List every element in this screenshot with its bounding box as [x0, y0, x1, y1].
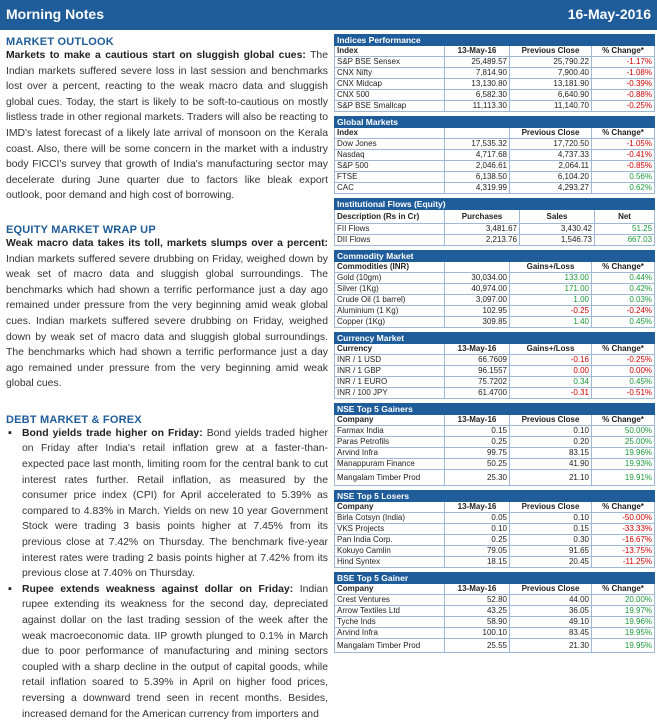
column-header: % Change*: [592, 502, 655, 513]
table-cell: 6,138.50: [445, 172, 510, 183]
table-cell: -0.85%: [592, 161, 655, 172]
table-row: [335, 377, 655, 388]
table-cell: Manappuram Finance: [335, 459, 445, 470]
table-cell: 0.45%: [592, 317, 655, 328]
bond-yields-body: Bond yields traded higher on Friday after India's retail inflation grew at a faster-than-expected pace last month, limiting room for the central bank to cut interest rates further. Retail inflation, as measured by the consumer price index (CPI) for April accelerated to 5.39% as compared to 4.83% in March. Yields on new 10 year Government Stock were trading 3 basis points higher at 7.45% from its previous close at 7.42% on Thursday. The benchmark five-year interest rates were trading 2 basis points higher at 7.42% from its previous close at 7.40% on Thursday.: [22, 427, 328, 580]
table-row: [335, 172, 655, 183]
column-header: Company: [335, 502, 445, 513]
table-cell: 30,034.00: [445, 273, 510, 284]
column-header: Previous Close: [510, 584, 592, 595]
table-cell: -0.25: [510, 306, 592, 317]
table-cell: 0.15: [510, 524, 592, 535]
table-row: [335, 628, 655, 639]
table-row: [335, 606, 655, 617]
equity-wrap-body: Indian markets suffered severe drubbing on Friday, weighed down by weak set of macro data and sluggish global surroundings. The benchmarks which had shown a terrific performance just a day ago remained under pressure from the very beginning amid weak global cues. Indian markets suffered severe drubbing on Friday, weighed down by weak set of macro data and sluggish global surroundings. The benchmarks which had shown a terrific performance just a day ago remained under pressure from the very beginning amid weak global cues.: [6, 253, 328, 390]
column-header: % Change*: [592, 344, 655, 355]
table-cell: 40,974.00: [445, 284, 510, 295]
table-cell: 171.00: [510, 284, 592, 295]
table-cell: 21.30: [510, 639, 592, 653]
table-cell: 19.93%: [592, 459, 655, 470]
table-cell: Crude Oil (1 barrel): [335, 295, 445, 306]
table-cell: 13,181.90: [510, 79, 592, 90]
table-cell: 6,582.30: [445, 90, 510, 101]
column-header: Description (Rs in Cr): [335, 210, 445, 224]
table-cell: Arrow Textiles Ltd: [335, 606, 445, 617]
table-cell: 0.42%: [592, 284, 655, 295]
table-cell: 83.45: [510, 628, 592, 639]
table-cell: DII Flows: [335, 235, 445, 246]
column-header: 13-May-16: [445, 415, 510, 426]
table-cell: 41.90: [510, 459, 592, 470]
table-cell: -0.41%: [592, 150, 655, 161]
market-outlook-body: The Indian markets suffered severe loss in last session and benchmarks lost over a percent, reacting to the weak macro data and sluggish global cues. Today, the start is likely to be soft-to-cautious on mostly listless trade in other regional markets. Traders will also be reacting to IMD's latest forecast of a likely late arrival of monsoon on the Kerala coast. Also, there will be some concern in the market with a industry body FICCI's survey that growth of India's manufacturing sector may decelerate during June quarter due to factors like bleak export outlook, poor demand and high cost of borrowing.: [6, 50, 328, 202]
table-cell: 7,900.40: [510, 68, 592, 79]
table-cell: 25.30: [445, 470, 510, 486]
table-cell: 4,293.27: [510, 183, 592, 194]
table-row: [335, 317, 655, 328]
table-row: [335, 161, 655, 172]
table-cell: 4,737.33: [510, 150, 592, 161]
column-header: % Change*: [592, 262, 655, 273]
table-cell: 58.90: [445, 617, 510, 628]
table-cell: 75.7202: [445, 377, 510, 388]
table-row: [335, 139, 655, 150]
commentary-column: [6, 34, 329, 720]
column-header: Gains+/Loss: [510, 344, 592, 355]
table-cell: 100.10: [445, 628, 510, 639]
nse-top-losers-table: [334, 490, 655, 568]
bond-yields-lead: Bond yields trade higher on Friday:: [22, 427, 203, 439]
list-item: [6, 426, 328, 582]
currency-market-table: [334, 332, 655, 399]
table-cell: -33.33%: [592, 524, 655, 535]
table-cell: VKS Projects: [335, 524, 445, 535]
table-row: [335, 224, 655, 235]
table-cell: Crest Ventures: [335, 595, 445, 606]
table-cell: 102.95: [445, 306, 510, 317]
table-cell: Kokuyo Camlin: [335, 546, 445, 557]
column-header: Index: [335, 46, 445, 57]
column-header: 13-May-16: [445, 344, 510, 355]
table-cell: -0.88%: [592, 90, 655, 101]
table-cell: 7,814.90: [445, 68, 510, 79]
table-cell: CNX Midcap: [335, 79, 445, 90]
market-outlook-lead: Markets to make a cautious start on sluggish global cues:: [6, 50, 306, 61]
column-header: Currency: [335, 344, 445, 355]
table-cell: 3,430.42: [520, 224, 595, 235]
table-title: NSE Top 5 Losers: [335, 491, 655, 502]
bse-top-gainers-table: [334, 572, 655, 653]
table-cell: Farmax India: [335, 426, 445, 437]
table-cell: 133.00: [510, 273, 592, 284]
table-cell: INR / 1 GBP: [335, 366, 445, 377]
table-row: [335, 68, 655, 79]
report-date: 16-May-2016: [567, 6, 651, 22]
table-row: [335, 388, 655, 399]
column-header: Previous Close: [510, 128, 592, 139]
market-outlook-heading: MARKET OUTLOOK: [6, 36, 114, 48]
table-cell: FTSE: [335, 172, 445, 183]
table-cell: 19.96%: [592, 448, 655, 459]
table-cell: -0.39%: [592, 79, 655, 90]
table-cell: -1.08%: [592, 68, 655, 79]
data-column: [334, 34, 654, 657]
table-cell: Mangalam Timber Prod: [335, 470, 445, 486]
equity-wrap-heading: EQUITY MARKET WRAP UP: [6, 223, 156, 236]
table-row: [335, 90, 655, 101]
table-cell: 25,790.22: [510, 57, 592, 68]
table-cell: 4,717.68: [445, 150, 510, 161]
column-header: Previous Close: [510, 415, 592, 426]
table-row: [335, 183, 655, 194]
table-title: Institutional Flows (Equity): [335, 199, 655, 210]
table-cell: Aluminium (1 Kg): [335, 306, 445, 317]
table-row: [335, 79, 655, 90]
page-header: [0, 0, 657, 30]
table-cell: 13,130.80: [445, 79, 510, 90]
column-header: Gains+/Loss: [510, 262, 592, 273]
table-cell: -16.67%: [592, 535, 655, 546]
table-row: [335, 366, 655, 377]
table-row: [335, 459, 655, 470]
table-row: [335, 617, 655, 628]
table-cell: Nasdaq: [335, 150, 445, 161]
table-row: [335, 437, 655, 448]
table-cell: 49.10: [510, 617, 592, 628]
table-cell: 6,640.90: [510, 90, 592, 101]
table-cell: 25,489.57: [445, 57, 510, 68]
table-title: BSE Top 5 Gainer: [335, 573, 655, 584]
table-cell: 11,140.70: [510, 101, 592, 112]
table-cell: 44.00: [510, 595, 592, 606]
global-markets-table: [334, 116, 655, 194]
table-cell: 0.34: [510, 377, 592, 388]
column-header: % Change*: [592, 584, 655, 595]
table-row: [335, 426, 655, 437]
table-cell: 19.97%: [592, 606, 655, 617]
table-cell: -11.25%: [592, 557, 655, 568]
commodity-market-table: [334, 250, 655, 328]
table-cell: Paras Petrofils: [335, 437, 445, 448]
column-header: Previous Close: [510, 46, 592, 57]
table-cell: Dow Jones: [335, 139, 445, 150]
table-row: [335, 235, 655, 246]
table-cell: 0.03%: [592, 295, 655, 306]
table-title: Currency Market: [335, 333, 655, 344]
table-cell: -0.24%: [592, 306, 655, 317]
table-cell: 0.30: [510, 535, 592, 546]
list-item: [6, 582, 328, 722]
table-row: [335, 284, 655, 295]
table-cell: S&P BSE Smallcap: [335, 101, 445, 112]
column-header: Previous Close: [510, 502, 592, 513]
table-cell: 0.25: [445, 437, 510, 448]
table-row: [335, 295, 655, 306]
table-cell: -13.75%: [592, 546, 655, 557]
table-title: Commodity Market: [335, 251, 655, 262]
table-cell: -50.00%: [592, 513, 655, 524]
column-header: Net: [595, 210, 655, 224]
table-cell: 19.96%: [592, 617, 655, 628]
table-cell: Arvind Infra: [335, 448, 445, 459]
table-cell: 19.91%: [592, 470, 655, 486]
table-cell: CNX Nifty: [335, 68, 445, 79]
table-cell: 2,213.76: [445, 235, 520, 246]
table-cell: 79.05: [445, 546, 510, 557]
table-cell: 3,481.67: [445, 224, 520, 235]
table-row: [335, 639, 655, 653]
table-cell: 6,104.20: [510, 172, 592, 183]
table-cell: 50.00%: [592, 426, 655, 437]
table-cell: 52.80: [445, 595, 510, 606]
table-row: [335, 595, 655, 606]
table-cell: 309.85: [445, 317, 510, 328]
table-cell: INR / 100 JPY: [335, 388, 445, 399]
column-header: Company: [335, 415, 445, 426]
table-row: [335, 535, 655, 546]
table-cell: Mangalam Timber Prod: [335, 639, 445, 653]
table-row: [335, 470, 655, 486]
column-header: Sales: [520, 210, 595, 224]
rupee-lead: Rupee extends weakness against dollar on Friday:: [22, 583, 294, 595]
table-row: [335, 150, 655, 161]
column-header: [445, 128, 510, 139]
table-cell: -1.17%: [592, 57, 655, 68]
table-title: Indices Performance: [335, 35, 655, 46]
table-cell: CNX 500: [335, 90, 445, 101]
table-cell: 0.10: [510, 513, 592, 524]
table-cell: Silver (1Kg): [335, 284, 445, 295]
table-cell: 25.55: [445, 639, 510, 653]
table-cell: 83.15: [510, 448, 592, 459]
table-row: [335, 524, 655, 535]
table-cell: 51.25: [595, 224, 655, 235]
table-cell: 19.95%: [592, 639, 655, 653]
table-cell: INR / 1 EURO: [335, 377, 445, 388]
table-cell: 2,064.11: [510, 161, 592, 172]
table-cell: 2,046.61: [445, 161, 510, 172]
debt-forex-list: [6, 426, 328, 722]
table-cell: -0.51%: [592, 388, 655, 399]
table-cell: 61.4700: [445, 388, 510, 399]
table-cell: S&P 500: [335, 161, 445, 172]
column-header: Company: [335, 584, 445, 595]
table-cell: 21.10: [510, 470, 592, 486]
table-cell: -1.05%: [592, 139, 655, 150]
table-cell: Tyche Inds: [335, 617, 445, 628]
table-title: Global Markets: [335, 117, 655, 128]
table-cell: 20.45: [510, 557, 592, 568]
column-header: 13-May-16: [445, 46, 510, 57]
table-cell: 99.75: [445, 448, 510, 459]
column-header: 13-May-16: [445, 584, 510, 595]
equity-wrap-lead: Weak macro data takes its toll, markets slumps over a percent:: [6, 237, 328, 249]
table-cell: -0.31: [510, 388, 592, 399]
table-cell: Birla Cotsyn (India): [335, 513, 445, 524]
table-cell: Hind Syntex: [335, 557, 445, 568]
table-cell: 20.00%: [592, 595, 655, 606]
table-cell: 0.62%: [592, 183, 655, 194]
table-cell: 96.1557: [445, 366, 510, 377]
column-header: Purchases: [445, 210, 520, 224]
table-cell: 0.44%: [592, 273, 655, 284]
nse-top-gainers-table: [334, 403, 655, 486]
column-header: Commodities (INR): [335, 262, 445, 273]
table-row: [335, 546, 655, 557]
table-cell: 36.05: [510, 606, 592, 617]
table-cell: 91.65: [510, 546, 592, 557]
debt-forex-heading: DEBT MARKET & FOREX: [6, 413, 142, 426]
table-cell: 25.00%: [592, 437, 655, 448]
indices-performance-table: [334, 34, 655, 112]
table-row: [335, 513, 655, 524]
table-cell: 0.00: [510, 366, 592, 377]
table-cell: -0.16: [510, 355, 592, 366]
table-cell: 1.00: [510, 295, 592, 306]
column-header: % Change*: [592, 415, 655, 426]
table-cell: S&P BSE Sensex: [335, 57, 445, 68]
table-row: [335, 57, 655, 68]
table-cell: 1,546.73: [520, 235, 595, 246]
table-cell: 17,720.50: [510, 139, 592, 150]
table-cell: 0.25: [445, 535, 510, 546]
table-row: [335, 306, 655, 317]
table-cell: 4,319.99: [445, 183, 510, 194]
column-header: % Change*: [592, 46, 655, 57]
table-cell: 667.03: [595, 235, 655, 246]
table-cell: Arvind Infra: [335, 628, 445, 639]
table-cell: 1.40: [510, 317, 592, 328]
table-cell: 0.10: [510, 426, 592, 437]
table-cell: 19.95%: [592, 628, 655, 639]
column-header: [445, 262, 510, 273]
table-cell: 0.45%: [592, 377, 655, 388]
column-header: % Change*: [592, 128, 655, 139]
column-header: Index: [335, 128, 445, 139]
table-cell: 0.56%: [592, 172, 655, 183]
market-outlook-text: [6, 48, 328, 204]
table-cell: INR / 1 USD: [335, 355, 445, 366]
table-cell: 17,535.32: [445, 139, 510, 150]
table-title: NSE Top 5 Gainers: [335, 404, 655, 415]
table-cell: 50.25: [445, 459, 510, 470]
table-cell: 0.05: [445, 513, 510, 524]
table-row: [335, 557, 655, 568]
table-cell: -0.25%: [592, 355, 655, 366]
table-cell: -0.25%: [592, 101, 655, 112]
table-cell: 0.20: [510, 437, 592, 448]
table-cell: 0.15: [445, 426, 510, 437]
page-title: Morning Notes: [6, 6, 104, 22]
table-cell: Pan India Corp.: [335, 535, 445, 546]
table-cell: FII Flows: [335, 224, 445, 235]
table-row: [335, 273, 655, 284]
table-row: [335, 101, 655, 112]
table-row: [335, 355, 655, 366]
table-cell: Gold (10gm): [335, 273, 445, 284]
table-cell: 66.7609: [445, 355, 510, 366]
table-cell: 0.00%: [592, 366, 655, 377]
table-cell: CAC: [335, 183, 445, 194]
table-cell: 11,113.30: [445, 101, 510, 112]
table-cell: 3,097.00: [445, 295, 510, 306]
table-cell: 43.25: [445, 606, 510, 617]
table-cell: 0.10: [445, 524, 510, 535]
rupee-body: Indian rupee extending its weakness for the second day, depreciated against dollar on the last trading session of the week after the weak macroeconomic data. IIP growth plunged to 0.1% in March due to poor performance of manufacturing and mining sectors coupled with a sharp decline in the output of capital goods, while retail inflation soared to 5.39% in April on higher food prices, reversing a downward trend seen in recent months. Besides, increased demand for the American currency from importers and: [22, 583, 329, 720]
table-cell: Copper (1Kg): [335, 317, 445, 328]
table-row: [335, 448, 655, 459]
table-cell: 18.15: [445, 557, 510, 568]
institutional-flows-table: [334, 198, 655, 246]
column-header: 13-May-16: [445, 502, 510, 513]
equity-wrap-text: [6, 236, 328, 392]
